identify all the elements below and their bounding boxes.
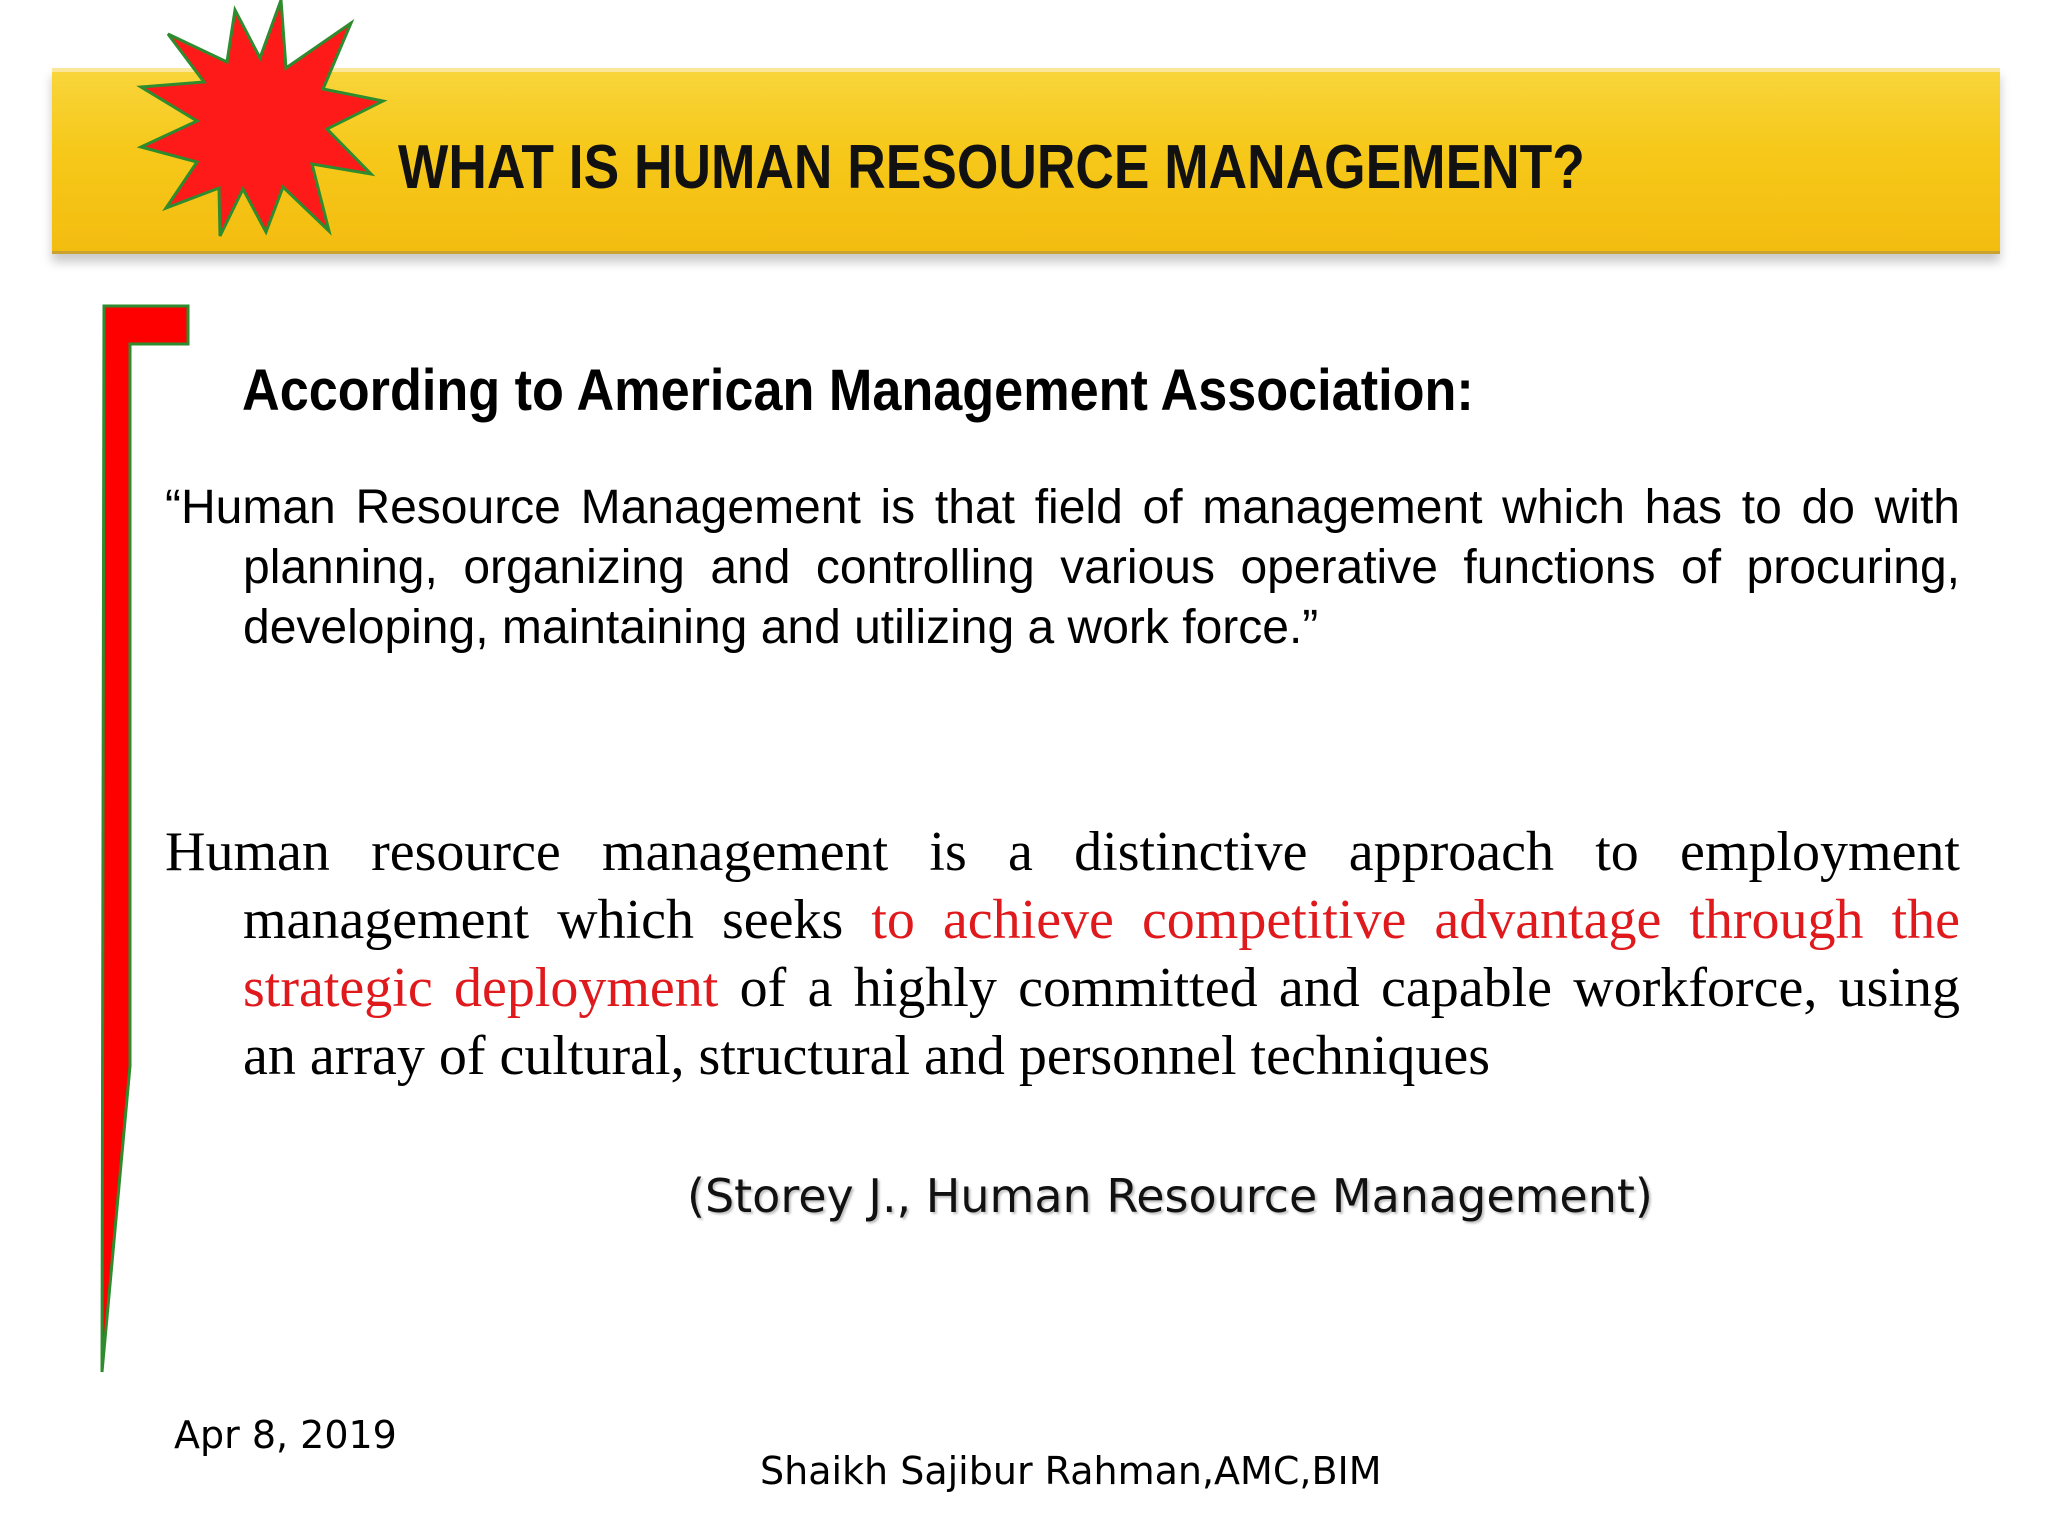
slide-title: WHAT IS HUMAN RESOURCE MANAGEMENT? xyxy=(398,133,1585,202)
starburst-icon xyxy=(100,0,395,245)
subheading: According to American Management Association: xyxy=(242,358,1474,423)
slide-author: Shaikh Sajibur Rahman,AMC,BIM xyxy=(760,1449,1382,1493)
storey-definition-part1: Human resource management is a distinctive approach to employment management which seeks xyxy=(165,821,1960,951)
storey-definition-part2: of a highly committed and capable workforce, using an array of cultural, structural and personnel techniques xyxy=(243,957,1960,1087)
storey-definition xyxy=(165,818,1960,1090)
storey-definition-highlight: to achieve competitive advantage through the strategic deployment xyxy=(243,889,1960,1019)
ama-definition: “Human Resource Management is that field of management which has to do with planning, organizing and controlling various operative functions of procuring, developing, maintaining and utilizing a work force.” xyxy=(165,481,1960,654)
slide-date: Apr 8, 2019 xyxy=(174,1413,397,1457)
citation: (Storey J., Human Resource Management) xyxy=(687,1169,1653,1223)
